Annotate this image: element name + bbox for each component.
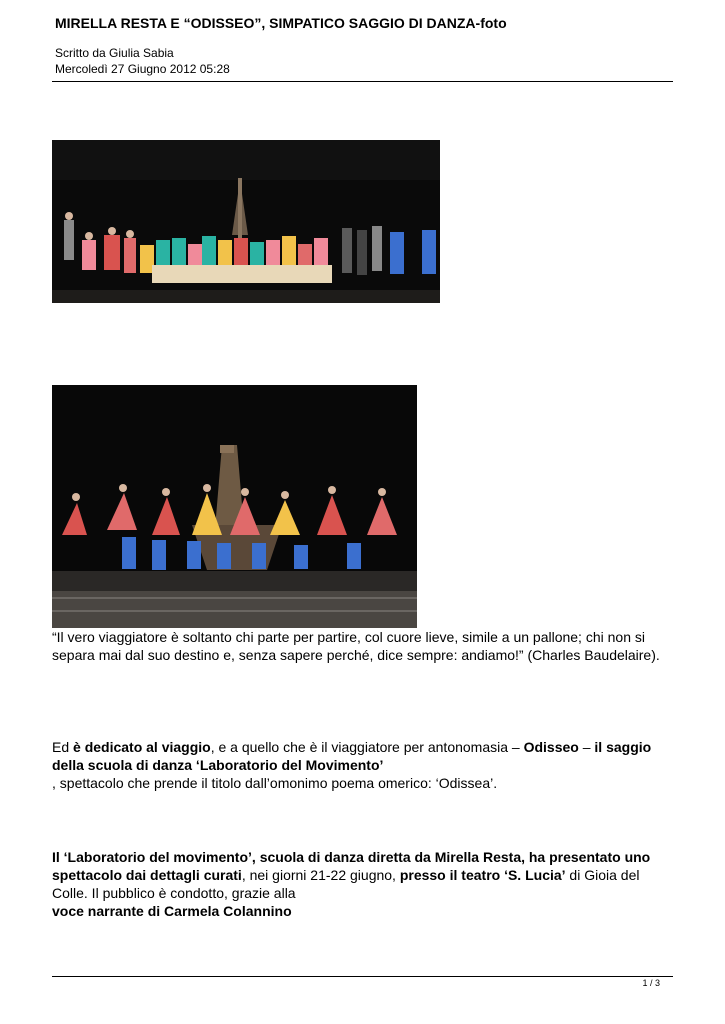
article-title: MIRELLA RESTA E “ODISSEO”, SIMPATICO SAGGIO DI DANZA-foto: [55, 15, 507, 31]
photo-dancers-boat: [52, 385, 417, 628]
baudelaire-quote: “Il vero viaggiatore è soltanto chi parte per partire, col cuore lieve, simile a un pallone; chi non si separa mai dal suo destino e, senza sapere perché, dice sempre: andiamo!” (Charles Baudelaire).: [52, 629, 660, 663]
article-date: Mercoledì 27 Giugno 2012 05:28: [55, 62, 230, 76]
photo-group-dancers: [52, 140, 440, 303]
page-number: 1 / 3: [642, 978, 660, 988]
paragraph-school: Il ‘Laboratorio del movimento’, scuola di danza diretta da Mirella Resta, ha presentato uno spettacolo dai dettagli curati, nei giorni 21-22 giugno, presso il teatro ‘S. Lucia’ di Gioia del Colle. Il pubblico è condotto, grazie alla voce narrante di Carmela Colannino: [52, 849, 651, 919]
paragraph-dedication: Ed è dedicato al viaggio, e a quello che è il viaggiatore per antonomasia – Odisseo – il saggio della scuola di danza ‘Laboratorio del Movimento’ , spettacolo che prende il titolo dall’omonimo poema omerico: ‘Odissea’.: [52, 739, 652, 791]
header-divider: [52, 81, 673, 82]
article-author: Scritto da Giulia Sabia: [55, 46, 174, 60]
footer-divider: [52, 976, 673, 977]
